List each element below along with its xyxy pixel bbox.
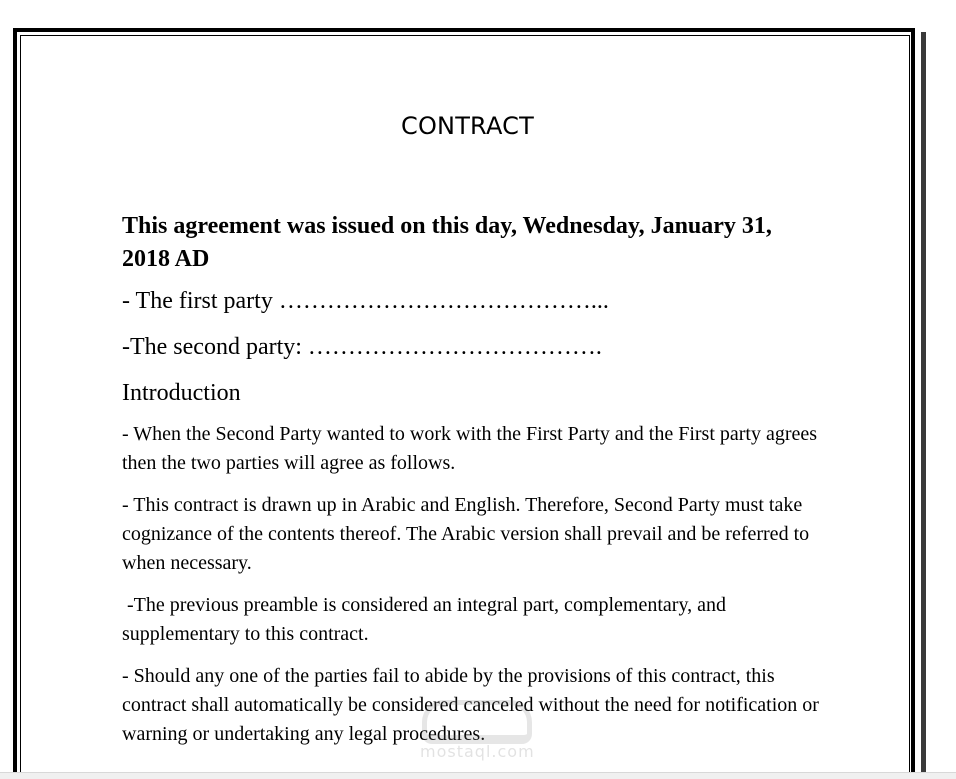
issued-date-line: This agreement was issued on this day, Wednesday, January 31, 2018 AD (122, 213, 772, 272)
paragraph-languages: - This contract is drawn up in Arabic and English. Therefore, Second Party must take cognizance of the contents thereof. The Arabic version shall prevail and be referred to when necessary. (122, 494, 810, 574)
document-title: CONTRACT (401, 112, 534, 140)
paragraph-preamble: -The previous preamble is considered an integral part, complementary, and supplementary to this contract. (122, 594, 732, 645)
page-edge-shadow (921, 32, 926, 779)
first-party-line: - The first party …………………………………... (122, 288, 609, 314)
watermark-text: mostaql.com (420, 742, 535, 761)
paragraph-work-agreement: - When the Second Party wanted to work with the First Party and the First party agrees then the two parties will agree as follows. (122, 423, 818, 474)
introduction-heading: Introduction (122, 380, 241, 406)
document-body (122, 210, 822, 762)
bottom-status-strip (0, 772, 956, 779)
second-party-line: -The second party: ………………………………. (122, 334, 602, 360)
paragraph-cancellation: - Should any one of the parties fail to abide by the provisions of this contract, this contract shall automatically be considered canceled without the need for notification or warning or undertaking any legal procedures. (122, 665, 819, 745)
